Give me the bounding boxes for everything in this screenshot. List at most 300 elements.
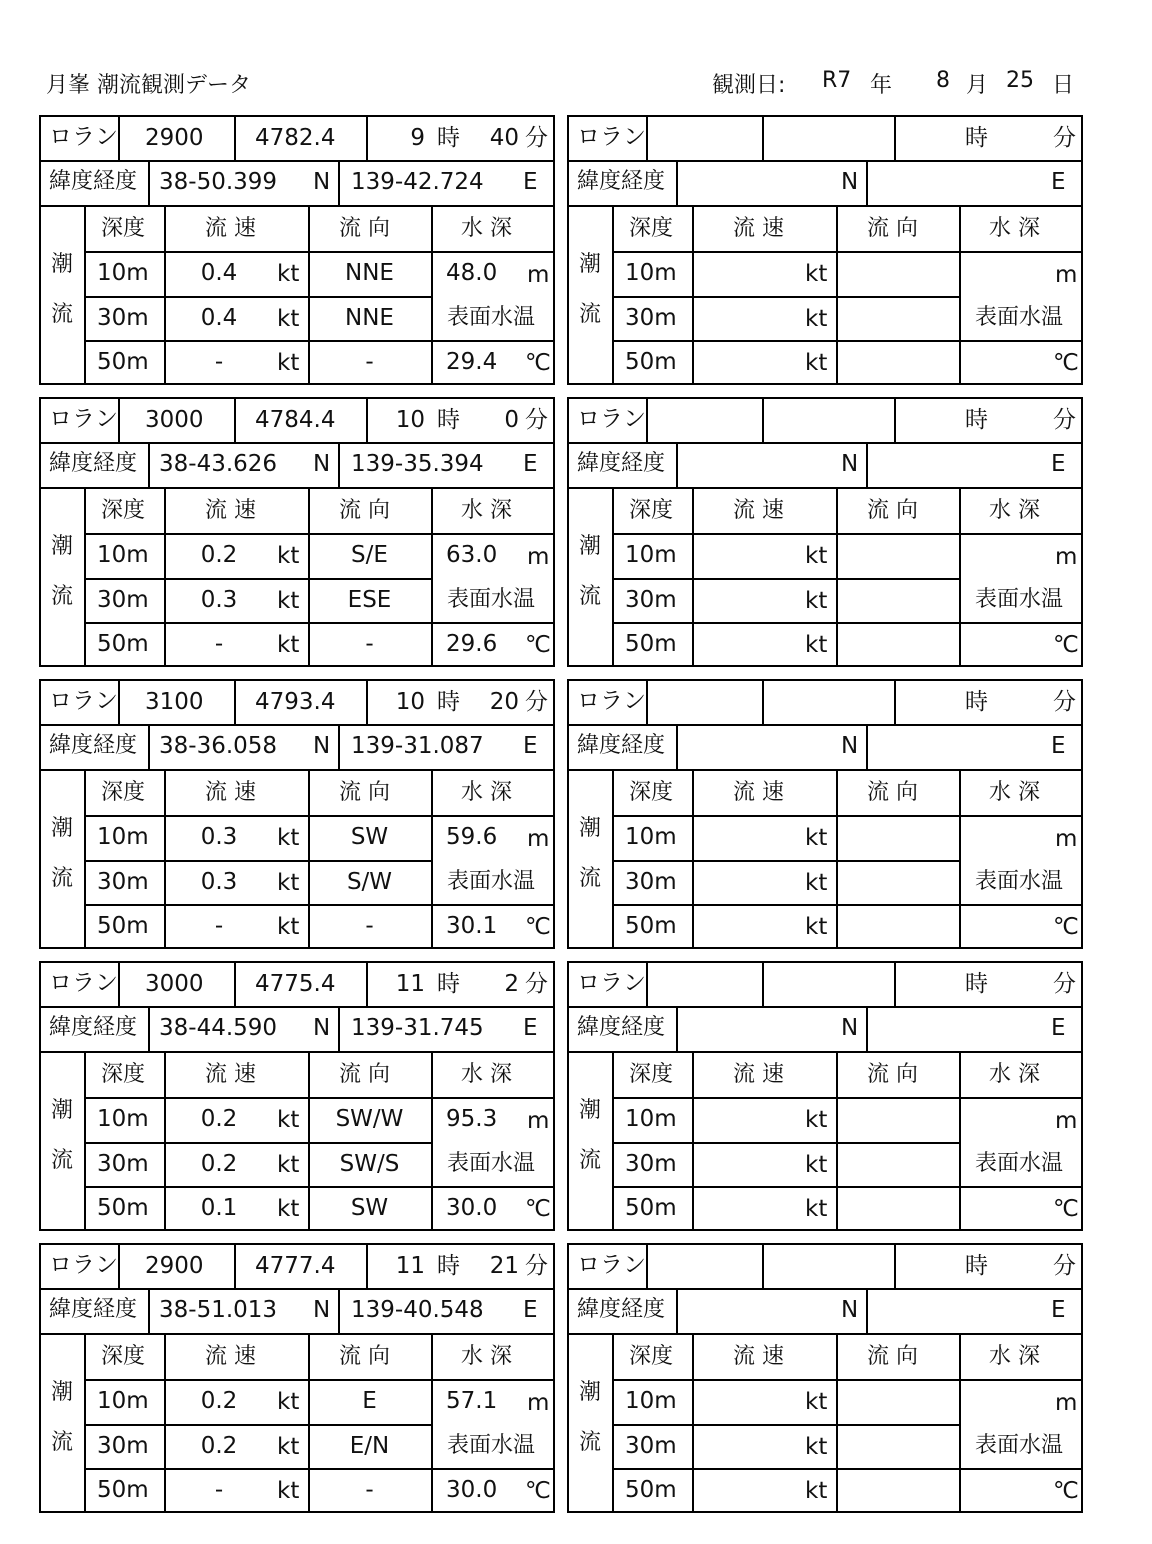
- minute-unit: 分: [525, 125, 548, 151]
- current-speed: -: [214, 913, 224, 939]
- current-direction: SW/S: [339, 1151, 400, 1177]
- direction-header: 流 向: [867, 1344, 918, 1369]
- loran-label: ロラン: [49, 688, 118, 714]
- record-block-blank: [567, 397, 1083, 667]
- depth-header: 深度: [629, 1344, 674, 1369]
- depth-d10: 10m: [625, 1106, 677, 1132]
- divider: [234, 117, 236, 160]
- latitude-value: 38-44.590: [159, 1015, 278, 1041]
- divider: [148, 442, 150, 487]
- speed-input[interactable]: [694, 904, 804, 947]
- direction-header: 流 向: [339, 498, 390, 523]
- current-speed: 0.4: [200, 260, 238, 286]
- loran-label: ロラン: [577, 970, 646, 996]
- speed-input[interactable]: [694, 1379, 804, 1422]
- knots-unit: kt: [805, 1478, 828, 1504]
- latlon-label: 緯度経度: [49, 1297, 138, 1322]
- current-direction: SW/W: [335, 1106, 404, 1132]
- divider: [118, 1245, 120, 1288]
- direction-header: 流 向: [339, 780, 390, 805]
- loran-input-a[interactable]: [648, 681, 760, 724]
- east-label: E: [523, 451, 538, 477]
- hour-unit: 時: [437, 971, 460, 997]
- depth-d30: 30m: [625, 587, 677, 613]
- depth-d10: 10m: [97, 1388, 149, 1414]
- loran-input-b[interactable]: [764, 399, 892, 442]
- divider: [366, 681, 368, 724]
- direction-input[interactable]: [838, 815, 958, 858]
- hour-unit: 時: [437, 1253, 460, 1279]
- depth-d50: 50m: [625, 913, 677, 939]
- knots-unit: kt: [805, 825, 828, 851]
- speed-input[interactable]: [694, 1142, 804, 1185]
- depth-d10: 10m: [625, 1388, 677, 1414]
- speed-header: 流 速: [733, 216, 784, 241]
- direction-input[interactable]: [838, 1142, 958, 1185]
- meter-unit: m: [1055, 262, 1078, 288]
- north-label: N: [841, 733, 859, 759]
- hour-unit: 時: [965, 125, 988, 151]
- water-depth-value: 95.3: [446, 1106, 498, 1132]
- direction-header: 流 向: [339, 1344, 390, 1369]
- minute-unit: 分: [525, 407, 548, 433]
- water-depth-header: 水 深: [989, 498, 1040, 523]
- meter-unit: m: [1055, 1390, 1078, 1416]
- surface-temp-value: 30.0: [446, 1195, 498, 1221]
- direction-input[interactable]: [838, 860, 958, 903]
- depth-header: 深度: [101, 1344, 146, 1369]
- depth-d30: 30m: [97, 1433, 149, 1459]
- latlon-label: 緯度経度: [577, 451, 666, 476]
- depth-header: 深度: [101, 1062, 146, 1087]
- record-block: [39, 679, 555, 949]
- speed-input[interactable]: [694, 296, 804, 339]
- tide-label-2: 流: [51, 584, 74, 609]
- divider: [366, 963, 368, 1006]
- meter-unit: m: [1055, 1108, 1078, 1134]
- latitude-value: 38-50.399: [159, 169, 278, 195]
- current-direction: SW: [350, 1195, 389, 1221]
- latitude-input[interactable]: [678, 724, 838, 769]
- speed-input[interactable]: [694, 533, 804, 576]
- knots-unit: kt: [277, 306, 300, 332]
- divider: [894, 681, 896, 724]
- meter-unit: m: [1055, 826, 1078, 852]
- direction-input[interactable]: [838, 1424, 958, 1467]
- loran-row: [569, 117, 1081, 162]
- speed-header: 流 速: [733, 780, 784, 805]
- depth-header: 深度: [101, 498, 146, 523]
- latitude-value: 38-51.013: [159, 1297, 278, 1323]
- minute-unit: 分: [525, 971, 548, 997]
- longitude-value: 139-31.745: [351, 1015, 484, 1041]
- east-label: E: [523, 169, 538, 195]
- current-speed: 0.2: [200, 1151, 238, 1177]
- tide-label-1: 潮: [579, 816, 602, 841]
- longitude-input[interactable]: [868, 1288, 1048, 1333]
- tide-label-2: 流: [51, 302, 74, 327]
- direction-input[interactable]: [838, 578, 958, 621]
- time-hour: 10: [395, 689, 425, 715]
- divider: [366, 117, 368, 160]
- direction-input[interactable]: [838, 904, 958, 947]
- depth-d30: 30m: [625, 1433, 677, 1459]
- divider: [118, 681, 120, 724]
- latlon-label: 緯度経度: [577, 1015, 666, 1040]
- obs-month-unit: 月: [966, 73, 989, 98]
- direction-header: 流 向: [867, 1062, 918, 1087]
- depth-d30: 30m: [625, 869, 677, 895]
- meter-unit: m: [527, 1108, 550, 1134]
- direction-input[interactable]: [838, 1097, 958, 1140]
- surface-temp-value: 30.1: [446, 913, 498, 939]
- divider: [959, 1333, 961, 1511]
- speed-input[interactable]: [694, 1424, 804, 1467]
- knots-unit: kt: [277, 914, 300, 940]
- direction-input[interactable]: [838, 340, 958, 383]
- obs-era-year: R7: [822, 68, 852, 93]
- loran-value-a: 2900: [145, 1253, 204, 1279]
- tide-label-2: 流: [579, 302, 602, 327]
- latlon-label: 緯度経度: [49, 451, 138, 476]
- loran-row: [569, 399, 1081, 444]
- loran-input-b[interactable]: [764, 963, 892, 1006]
- divider: [431, 487, 433, 665]
- north-label: N: [313, 733, 331, 759]
- divider: [894, 1245, 896, 1288]
- speed-input[interactable]: [694, 1468, 804, 1511]
- depth-d10: 10m: [625, 824, 677, 850]
- depth-d10: 10m: [97, 260, 149, 286]
- loran-row: [569, 1245, 1081, 1290]
- depth-d50: 50m: [625, 631, 677, 657]
- position-row: [569, 724, 1081, 771]
- knots-unit: kt: [277, 632, 300, 658]
- hour-unit: 時: [965, 1253, 988, 1279]
- depth-header: 深度: [629, 498, 674, 523]
- meter-unit: m: [527, 826, 550, 852]
- east-label: E: [1051, 1297, 1066, 1323]
- hour-unit: 時: [437, 125, 460, 151]
- depth-d50: 50m: [97, 1477, 149, 1503]
- water-depth-header: 水 深: [989, 1062, 1040, 1087]
- current-speed: 0.3: [200, 869, 238, 895]
- loran-value-a: 3000: [145, 407, 204, 433]
- loran-value-a: 3000: [145, 971, 204, 997]
- divider: [338, 1288, 340, 1333]
- direction-input[interactable]: [838, 296, 958, 339]
- current-speed: -: [214, 631, 224, 657]
- loran-row: [569, 681, 1081, 726]
- tide-label-1: 潮: [51, 534, 74, 559]
- loran-value-a: 2900: [145, 125, 204, 151]
- celsius-unit: ℃: [525, 632, 551, 658]
- water-depth-header: 水 深: [461, 1344, 512, 1369]
- knots-unit: kt: [805, 1152, 828, 1178]
- divider: [338, 724, 340, 769]
- meter-unit: m: [1055, 544, 1078, 570]
- tide-side-label: [41, 1333, 86, 1511]
- hour-unit: 時: [437, 407, 460, 433]
- speed-input[interactable]: [694, 1097, 804, 1140]
- current-speed: 0.4: [200, 305, 238, 331]
- surface-temp-label: 表面水温: [447, 587, 536, 612]
- depth-d50: 50m: [97, 349, 149, 375]
- speed-input[interactable]: [694, 815, 804, 858]
- knots-unit: kt: [277, 1434, 300, 1460]
- divider: [118, 399, 120, 442]
- longitude-input[interactable]: [868, 1006, 1048, 1051]
- divider: [148, 1006, 150, 1051]
- tide-side-label: [41, 1051, 86, 1229]
- hour-unit: 時: [437, 689, 460, 715]
- knots-unit: kt: [277, 543, 300, 569]
- direction-header: 流 向: [867, 780, 918, 805]
- loran-value-b: 4793.4: [255, 689, 336, 715]
- surface-temp-label: 表面水温: [447, 869, 536, 894]
- surface-temp-value: 29.6: [446, 631, 498, 657]
- knots-unit: kt: [805, 1107, 828, 1133]
- water-depth-header: 水 深: [461, 216, 512, 241]
- current-direction: NNE: [345, 305, 394, 331]
- east-label: E: [523, 733, 538, 759]
- tide-label-2: 流: [579, 866, 602, 891]
- loran-value-a: 3100: [145, 689, 204, 715]
- divider: [959, 1051, 961, 1229]
- north-label: N: [313, 1015, 331, 1041]
- divider: [431, 769, 433, 947]
- tide-label-2: 流: [579, 584, 602, 609]
- surface-temp-label: 表面水温: [975, 869, 1064, 894]
- divider: [234, 963, 236, 1006]
- divider: [894, 399, 896, 442]
- loran-label: ロラン: [49, 124, 118, 150]
- celsius-unit: ℃: [525, 1478, 551, 1504]
- time-hour: 10: [395, 407, 425, 433]
- depth-d10: 10m: [97, 542, 149, 568]
- east-label: E: [1051, 169, 1066, 195]
- tide-side-label: [569, 205, 614, 383]
- loran-row: [41, 963, 553, 1008]
- loran-label: ロラン: [577, 1252, 646, 1278]
- divider: [148, 724, 150, 769]
- latitude-input[interactable]: [678, 442, 838, 487]
- water-depth-value: 57.1: [446, 1388, 498, 1414]
- time-minute: 0: [504, 407, 519, 433]
- longitude-input[interactable]: [868, 442, 1048, 487]
- record-block-blank: [567, 1243, 1083, 1513]
- water-depth-value: 48.0: [446, 260, 498, 286]
- direction-input[interactable]: [838, 533, 958, 576]
- tide-label-2: 流: [51, 1148, 74, 1173]
- divider: [959, 769, 961, 947]
- latitude-value: 38-43.626: [159, 451, 278, 477]
- tide-label-1: 潮: [51, 1380, 74, 1405]
- divider: [234, 399, 236, 442]
- position-row: [41, 724, 553, 771]
- knots-unit: kt: [277, 1389, 300, 1415]
- loran-input-a[interactable]: [648, 963, 760, 1006]
- tide-label-2: 流: [579, 1430, 602, 1455]
- current-speed: -: [214, 1477, 224, 1503]
- loran-input-a[interactable]: [648, 1245, 760, 1288]
- loran-input-a[interactable]: [648, 399, 760, 442]
- meter-unit: m: [527, 262, 550, 288]
- hour-unit: 時: [965, 971, 988, 997]
- longitude-value: 139-40.548: [351, 1297, 484, 1323]
- speed-header: 流 速: [205, 1344, 256, 1369]
- position-row: [569, 160, 1081, 207]
- water-depth-header: 水 深: [461, 780, 512, 805]
- loran-row: [41, 681, 553, 726]
- celsius-unit: ℃: [525, 1196, 551, 1222]
- tide-side-label: [41, 769, 86, 947]
- knots-unit: kt: [805, 261, 828, 287]
- speed-input[interactable]: [694, 251, 804, 294]
- latlon-label: 緯度経度: [577, 1297, 666, 1322]
- knots-unit: kt: [805, 350, 828, 376]
- current-direction: -: [365, 913, 374, 939]
- record-block-blank: [567, 961, 1083, 1231]
- tide-label-1: 潮: [579, 252, 602, 277]
- surface-temp-label: 表面水温: [975, 305, 1064, 330]
- knots-unit: kt: [805, 870, 828, 896]
- direction-input[interactable]: [838, 1379, 958, 1422]
- depth-d10: 10m: [97, 824, 149, 850]
- speed-header: 流 速: [205, 498, 256, 523]
- current-direction: SW: [350, 824, 389, 850]
- loran-input-b[interactable]: [764, 117, 892, 160]
- loran-input-a[interactable]: [648, 117, 760, 160]
- speed-input[interactable]: [694, 860, 804, 903]
- minute-unit: 分: [1053, 407, 1076, 433]
- celsius-unit: ℃: [1053, 1478, 1079, 1504]
- time-minute: 21: [489, 1253, 519, 1279]
- latlon-label: 緯度経度: [577, 169, 666, 194]
- speed-header: 流 速: [733, 1344, 784, 1369]
- divider: [894, 963, 896, 1006]
- current-direction: -: [365, 631, 374, 657]
- direction-header: 流 向: [867, 216, 918, 241]
- direction-input[interactable]: [838, 622, 958, 665]
- knots-unit: kt: [805, 588, 828, 614]
- tide-label-1: 潮: [51, 816, 74, 841]
- depth-d50: 50m: [97, 913, 149, 939]
- east-label: E: [1051, 451, 1066, 477]
- speed-input[interactable]: [694, 340, 804, 383]
- loran-label: ロラン: [577, 406, 646, 432]
- time-hour: 9: [410, 125, 425, 151]
- minute-unit: 分: [1053, 1253, 1076, 1279]
- depth-header: 深度: [101, 780, 146, 805]
- speed-input[interactable]: [694, 1186, 804, 1229]
- record-block: [39, 1243, 555, 1513]
- loran-label: ロラン: [49, 1252, 118, 1278]
- longitude-input[interactable]: [868, 160, 1048, 205]
- current-speed: 0.1: [200, 1195, 238, 1221]
- loran-input-b[interactable]: [764, 1245, 892, 1288]
- current-direction: -: [365, 1477, 374, 1503]
- divider: [338, 1006, 340, 1051]
- celsius-unit: ℃: [1053, 1196, 1079, 1222]
- loran-value-b: 4777.4: [255, 1253, 336, 1279]
- knots-unit: kt: [277, 825, 300, 851]
- direction-input[interactable]: [838, 1468, 958, 1511]
- current-direction: E/N: [349, 1433, 390, 1459]
- knots-unit: kt: [805, 543, 828, 569]
- surface-temp-value: 29.4: [446, 349, 498, 375]
- direction-header: 流 向: [339, 216, 390, 241]
- position-row: [569, 1006, 1081, 1053]
- north-label: N: [841, 451, 859, 477]
- knots-unit: kt: [277, 1478, 300, 1504]
- knots-unit: kt: [277, 1152, 300, 1178]
- latitude-input[interactable]: [678, 1006, 838, 1051]
- position-row: [41, 1288, 553, 1335]
- page-title: 月峯 潮流観測データ: [46, 73, 251, 98]
- knots-unit: kt: [805, 1434, 828, 1460]
- surface-temp-label: 表面水温: [447, 1433, 536, 1458]
- knots-unit: kt: [805, 914, 828, 940]
- latitude-input[interactable]: [678, 1288, 838, 1333]
- longitude-input[interactable]: [868, 724, 1048, 769]
- water-depth-value: 59.6: [446, 824, 498, 850]
- water-depth-header: 水 深: [461, 498, 512, 523]
- time-hour: 11: [395, 1253, 425, 1279]
- position-row: [41, 1006, 553, 1053]
- depth-header: 深度: [629, 1062, 674, 1087]
- record-block-blank: [567, 679, 1083, 949]
- surface-temp-label: 表面水温: [975, 587, 1064, 612]
- tide-side-label: [569, 769, 614, 947]
- position-row: [569, 442, 1081, 489]
- celsius-unit: ℃: [1053, 350, 1079, 376]
- celsius-unit: ℃: [1053, 914, 1079, 940]
- speed-input[interactable]: [694, 578, 804, 621]
- east-label: E: [523, 1015, 538, 1041]
- minute-unit: 分: [1053, 125, 1076, 151]
- depth-d50: 50m: [625, 1195, 677, 1221]
- obs-month: 8: [936, 68, 950, 93]
- east-label: E: [1051, 733, 1066, 759]
- latitude-input[interactable]: [678, 160, 838, 205]
- current-direction: NNE: [345, 260, 394, 286]
- hour-unit: 時: [965, 689, 988, 715]
- knots-unit: kt: [277, 1196, 300, 1222]
- loran-row: [41, 1245, 553, 1290]
- direction-input[interactable]: [838, 251, 958, 294]
- loran-input-b[interactable]: [764, 681, 892, 724]
- tide-label-2: 流: [51, 1430, 74, 1455]
- knots-unit: kt: [277, 261, 300, 287]
- current-direction: ESE: [347, 587, 392, 613]
- surface-temp-label: 表面水温: [975, 1151, 1064, 1176]
- loran-label: ロラン: [577, 124, 646, 150]
- current-speed: 0.2: [200, 1433, 238, 1459]
- direction-input[interactable]: [838, 1186, 958, 1229]
- knots-unit: kt: [805, 306, 828, 332]
- tide-label-2: 流: [579, 1148, 602, 1173]
- hour-unit: 時: [965, 407, 988, 433]
- north-label: N: [313, 1297, 331, 1323]
- tide-side-label: [41, 205, 86, 383]
- current-speed: 0.2: [200, 1388, 238, 1414]
- speed-input[interactable]: [694, 622, 804, 665]
- east-label: E: [1051, 1015, 1066, 1041]
- latlon-label: 緯度経度: [49, 1015, 138, 1040]
- knots-unit: kt: [805, 632, 828, 658]
- latlon-label: 緯度経度: [577, 733, 666, 758]
